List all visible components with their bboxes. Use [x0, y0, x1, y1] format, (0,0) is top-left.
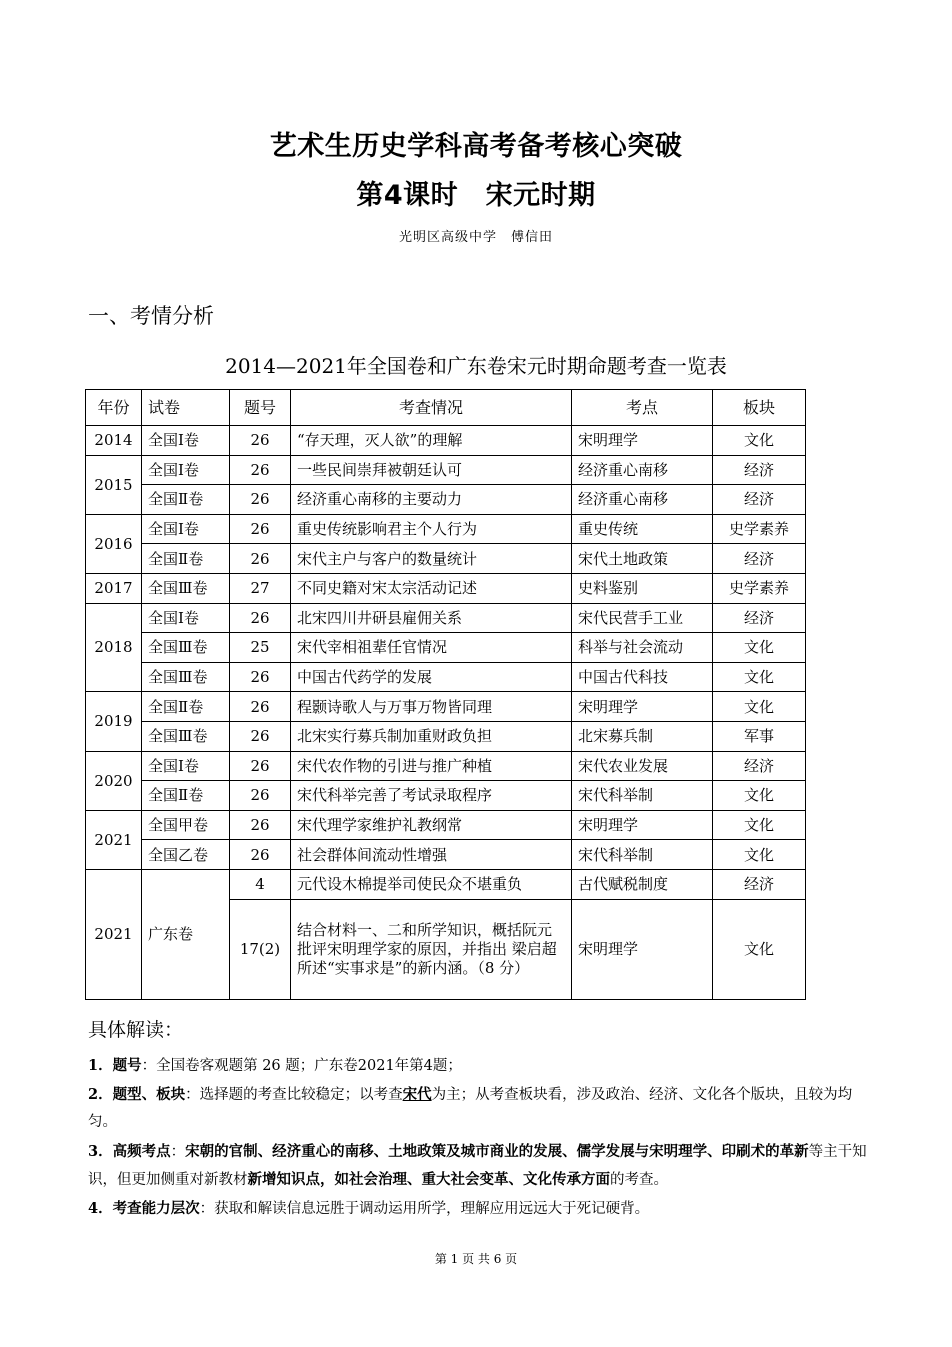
cell-block: 文化	[713, 692, 806, 722]
table-row	[86, 426, 806, 456]
item-3-label: 3．高频考点	[88, 1143, 171, 1160]
cell-block: 文化	[713, 899, 806, 999]
cell-block: 文化	[713, 662, 806, 692]
cell-paper: 全国Ⅰ卷	[142, 603, 230, 633]
cell-paper: 全国Ⅲ卷	[142, 633, 230, 663]
cell-content: 北宋实行募兵制加重财政负担	[291, 721, 572, 751]
table-row	[86, 781, 806, 811]
cell-num: 17(2)	[230, 899, 291, 999]
item-3-colon: ：	[170, 1144, 186, 1160]
analysis-item-3	[88, 1138, 868, 1194]
cell-block: 文化	[713, 633, 806, 663]
cell-paper: 全国Ⅱ卷	[142, 544, 230, 574]
cell-point: 宋明理学	[572, 810, 713, 840]
cell-block: 文化	[713, 781, 806, 811]
header-content: 考查情况	[291, 390, 572, 426]
item-3-text-a: 等主干知识，但更加侧重对新教材	[88, 1144, 867, 1188]
cell-content: 宋代理学家维护礼教纲常	[291, 810, 572, 840]
table-row	[86, 810, 806, 840]
table-row	[86, 633, 806, 663]
cell-paper: 全国甲卷	[142, 810, 230, 840]
item-4-text: ：获取和解读信息远胜于调动运用所学，理解应用远远大于死记硬背。	[199, 1201, 650, 1217]
table-row	[86, 869, 806, 899]
item-4-label: 4．考查能力层次	[88, 1200, 200, 1217]
cell-point: 中国古代科技	[572, 662, 713, 692]
cell-num: 26	[230, 721, 291, 751]
cell-block: 文化	[713, 810, 806, 840]
cell-paper: 全国Ⅰ卷	[142, 455, 230, 485]
cell-num: 27	[230, 573, 291, 603]
cell-point: 宋代民营手工业	[572, 603, 713, 633]
cell-content: 社会群体间流动性增强	[291, 840, 572, 870]
item-1-label: 1．题号	[88, 1057, 142, 1074]
cell-num: 26	[230, 662, 291, 692]
item-2-text-a: ：选择题的考查比较稳定；以考查	[185, 1087, 403, 1103]
cell-point: 科举与社会流动	[572, 633, 713, 663]
item-2-emphasis: 宋代	[402, 1086, 432, 1103]
cell-content: 经济重心南移的主要动力	[291, 485, 572, 515]
cell-year: 2021	[86, 810, 142, 869]
cell-content: 中国古代药学的发展	[291, 662, 572, 692]
cell-point: 宋明理学	[572, 426, 713, 456]
table-row	[86, 751, 806, 781]
cell-point: 宋代科举制	[572, 840, 713, 870]
cell-content: 重史传统影响君主个人行为	[291, 514, 572, 544]
section-heading: 一、考情分析	[88, 304, 214, 328]
item-1-text: ：全国卷客观题第 26 题；广东卷2021年第4题；	[141, 1058, 462, 1074]
cell-content: 结合材料一、二和所学知识，概括阮元批评宋明理学家的原因，并指出 梁启超所述“实事求是”的新内涵。（8 分）	[291, 899, 572, 999]
cell-block: 史学素养	[713, 514, 806, 544]
cell-year: 2014	[86, 426, 142, 456]
cell-year: 2018	[86, 603, 142, 692]
cell-content: 北宋四川井研县雇佣关系	[291, 603, 572, 633]
header-point: 考点	[572, 390, 713, 426]
cell-content: 程颢诗歌人与万事万物皆同理	[291, 692, 572, 722]
table-row	[86, 721, 806, 751]
cell-num: 26	[230, 544, 291, 574]
cell-block: 史学素养	[713, 573, 806, 603]
analysis-item-1	[88, 1052, 868, 1080]
cell-block: 军事	[713, 721, 806, 751]
cell-content: 宋代科举完善了考试录取程序	[291, 781, 572, 811]
cell-num: 26	[230, 810, 291, 840]
cell-block: 经济	[713, 869, 806, 899]
analysis-item-4	[88, 1195, 868, 1223]
cell-year: 2019	[86, 692, 142, 751]
cell-num: 26	[230, 692, 291, 722]
table-caption: 2014—2021年全国卷和广东卷宋元时期命题考查一览表	[225, 354, 727, 378]
cell-year: 2015	[86, 455, 142, 514]
cell-content: 一些民间崇拜被朝廷认可	[291, 455, 572, 485]
cell-point: 经济重心南移	[572, 455, 713, 485]
cell-paper: 全国Ⅲ卷	[142, 662, 230, 692]
cell-point: 北宋募兵制	[572, 721, 713, 751]
doc-title: 艺术生历史学科高考备考核心突破	[269, 131, 683, 162]
cell-num: 26	[230, 455, 291, 485]
table-row	[86, 485, 806, 515]
analysis-heading: 具体解读：	[88, 1019, 184, 1041]
page-footer: 第 1 页 共 6 页	[434, 1252, 518, 1266]
doc-subtitle: 第4课时 宋元时期	[356, 180, 596, 211]
cell-year: 2017	[86, 573, 142, 603]
cell-num: 25	[230, 633, 291, 663]
cell-content: 元代设木棉提举司使民众不堪重负	[291, 869, 572, 899]
cell-block: 经济	[713, 544, 806, 574]
cell-content: 宋代农作物的引进与推广种植	[291, 751, 572, 781]
cell-paper: 全国Ⅲ卷	[142, 721, 230, 751]
cell-num: 4	[230, 869, 291, 899]
analysis-item-2	[88, 1081, 868, 1136]
table-row	[86, 692, 806, 722]
cell-paper: 全国Ⅱ卷	[142, 781, 230, 811]
item-3-text-b: 的考查。	[610, 1172, 668, 1188]
header-num: 题号	[230, 390, 291, 426]
cell-num: 26	[230, 603, 291, 633]
cell-num: 26	[230, 514, 291, 544]
cell-content: 不同史籍对宋太宗活动记述	[291, 573, 572, 603]
table-row	[86, 603, 806, 633]
cell-point: 宋代土地政策	[572, 544, 713, 574]
cell-paper: 全国Ⅱ卷	[142, 692, 230, 722]
cell-paper: 全国Ⅰ卷	[142, 751, 230, 781]
cell-year: 2021	[86, 869, 142, 999]
author-line: 光明区高级中学 傅信田	[398, 230, 553, 245]
cell-paper: 全国Ⅰ卷	[142, 426, 230, 456]
cell-block: 文化	[713, 426, 806, 456]
header-paper: 试卷	[142, 390, 230, 426]
cell-content: “存天理，灭人欲”的理解	[291, 426, 572, 456]
table-row	[86, 573, 806, 603]
cell-num: 26	[230, 426, 291, 456]
table-row	[86, 514, 806, 544]
item-3-emphasis-a: 宋朝的官制、经济重心的南移、土地政策及城市商业的发展、儒学发展与宋明理学、印刷术的革新	[185, 1143, 809, 1160]
cell-paper: 全国乙卷	[142, 840, 230, 870]
cell-block: 经济	[713, 751, 806, 781]
cell-paper: 全国Ⅰ卷	[142, 514, 230, 544]
cell-num: 26	[230, 485, 291, 515]
cell-num: 26	[230, 751, 291, 781]
cell-block: 文化	[713, 840, 806, 870]
cell-content: 宋代主户与客户的数量统计	[291, 544, 572, 574]
cell-point: 宋代科举制	[572, 781, 713, 811]
item-2-label: 2．题型、板块	[88, 1086, 186, 1103]
table-row	[86, 662, 806, 692]
table-row	[86, 544, 806, 574]
cell-block: 经济	[713, 603, 806, 633]
cell-paper: 全国Ⅱ卷	[142, 485, 230, 515]
cell-block: 经济	[713, 485, 806, 515]
header-year: 年份	[86, 390, 142, 426]
cell-point: 宋代农业发展	[572, 751, 713, 781]
cell-block: 经济	[713, 455, 806, 485]
exam-table	[85, 389, 806, 1000]
cell-year: 2016	[86, 514, 142, 573]
cell-paper: 全国Ⅲ卷	[142, 573, 230, 603]
item-2-text-b: 为主；从考查板块看，涉及政治、经济、文化各个版块，且较为均匀。	[88, 1087, 853, 1130]
cell-num: 26	[230, 840, 291, 870]
header-block: 板块	[713, 390, 806, 426]
cell-point: 宋明理学	[572, 692, 713, 722]
cell-point: 宋明理学	[572, 899, 713, 999]
cell-point: 经济重心南移	[572, 485, 713, 515]
table-row	[86, 840, 806, 870]
cell-content: 宋代宰相祖辈任官情况	[291, 633, 572, 663]
cell-point: 重史传统	[572, 514, 713, 544]
table-row	[86, 455, 806, 485]
cell-year: 2020	[86, 751, 142, 810]
item-3-emphasis-b: 新增知识点，如社会治理、重大社会变革、文化传承方面	[247, 1171, 610, 1188]
cell-num: 26	[230, 781, 291, 811]
cell-point: 古代赋税制度	[572, 869, 713, 899]
table-header-row	[86, 390, 806, 426]
cell-paper: 广东卷	[142, 869, 230, 999]
cell-point: 史料鉴别	[572, 573, 713, 603]
